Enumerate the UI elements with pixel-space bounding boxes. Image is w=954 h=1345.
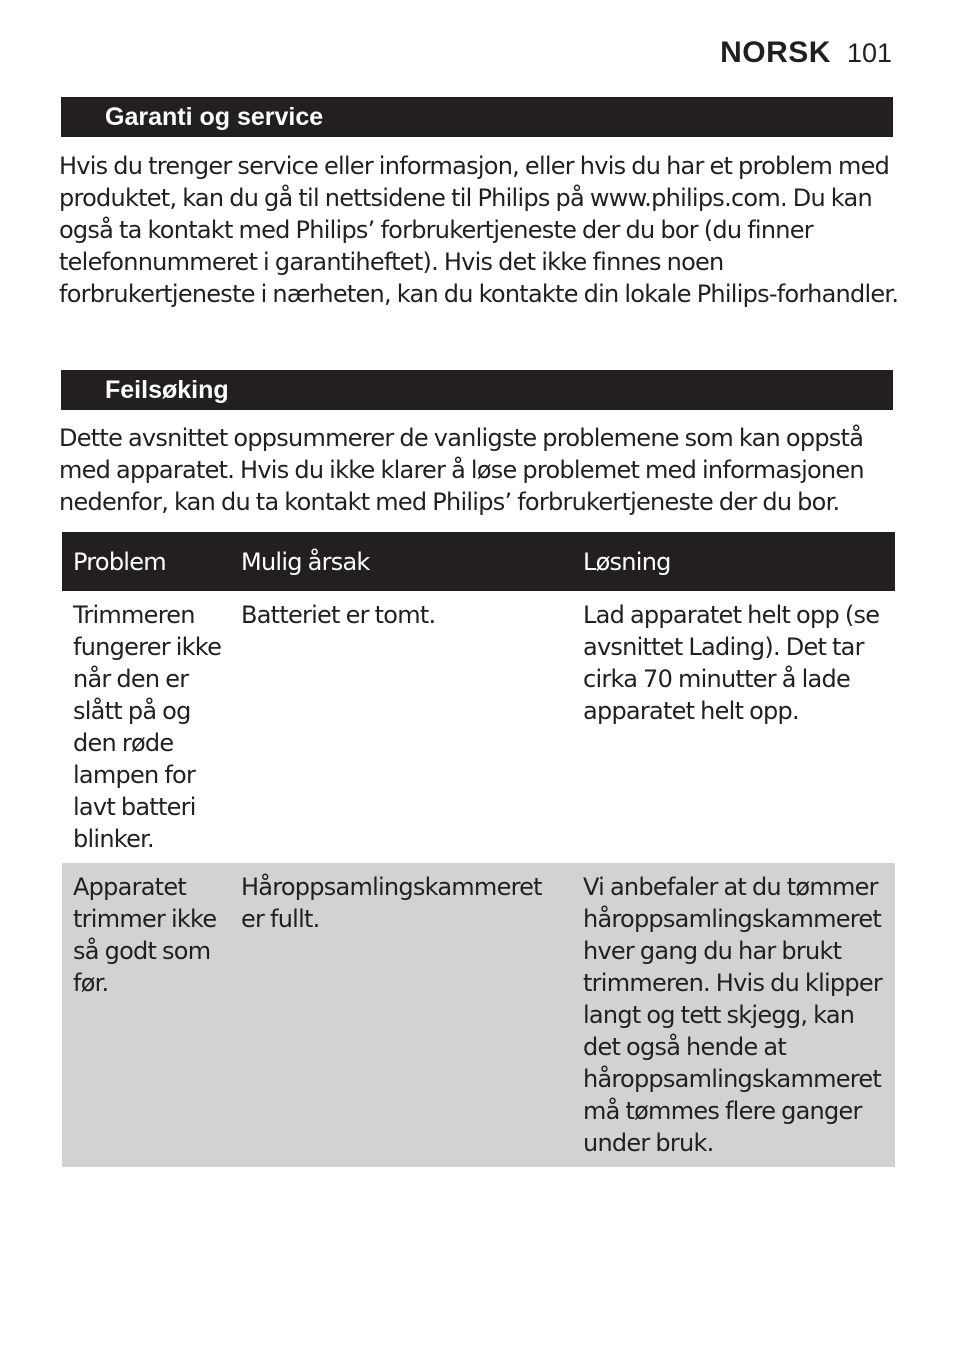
warranty-paragraph (59, 150, 899, 310)
warranty-text-end: . Du kan også ta kontakt med Philips’ forbrukertjeneste der du bor (du finner telefonnummeret i garantiheftet). Hvis det ikke finnes noen forbrukertjeneste i nærheten, kan du kontakte din lokale Philips-forhandler. (59, 184, 899, 308)
column-header-problem: Problem (62, 532, 230, 591)
warranty-text-start: Hvis du trenger service eller informasjon, eller hvis du har et problem med produktet, kan du gå til nettsidene til Philips på (59, 152, 890, 212)
solution-cell: Lad apparatet helt opp (se avsnittet Lading). Det tar cirka 70 minutter å lade apparatet helt opp. (572, 591, 895, 863)
cause-cell: Batteriet er tomt. (230, 591, 572, 863)
problem-cell: Apparatet trimmer ikke så godt som før. (62, 863, 230, 1167)
philips-website-link[interactable]: www.philips.com (589, 184, 780, 212)
column-header-solution: Løsning (572, 532, 895, 591)
warranty-heading: Garanti og service (61, 97, 893, 137)
table-row (62, 863, 895, 1167)
column-header-cause: Mulig årsak (230, 532, 572, 591)
troubleshooting-intro: Dette avsnittet oppsummerer de vanligste problemene som kan oppstå med apparatet. Hvis du ikke klarer å løse problemet med informasjonen nedenfor, kan du ta kontakt med Philips’ forbrukertjeneste der du bor. (59, 424, 864, 516)
running-header (720, 36, 892, 70)
troubleshooting-table (62, 532, 895, 1167)
problem-cell: Trimmeren fungerer ikke når den er slått på og den røde lampen for lavt batteri blinker. (62, 591, 230, 863)
cause-cell: Håroppsamlingskammeret er fullt. (230, 863, 572, 1167)
page-number: 101 (846, 38, 892, 68)
table-header-row (62, 532, 895, 591)
language-label: NORSK (720, 36, 831, 69)
table-row (62, 591, 895, 863)
troubleshooting-heading: Feilsøking (61, 370, 893, 410)
solution-cell: Vi anbefaler at du tømmer håroppsamlingskammeret hver gang du har brukt trimmeren. Hvis du klipper langt og tett skjegg, kan det også hende at håroppsamlingskammeret må tømmes flere ganger under bruk. (572, 863, 895, 1167)
